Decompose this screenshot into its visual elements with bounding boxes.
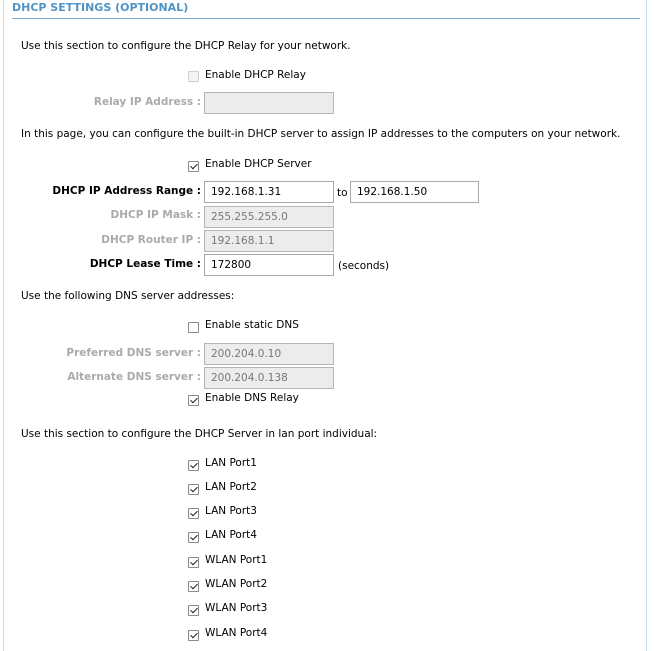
lan-port2-checkbox[interactable]	[188, 484, 199, 495]
enable-dhcp-relay-checkbox[interactable]	[188, 71, 199, 82]
preferred-dns-input[interactable]: 200.204.0.10	[204, 343, 334, 365]
alternate-dns-input[interactable]: 200.204.0.138	[204, 367, 334, 389]
ip-range-end-input[interactable]: 192.168.1.50	[350, 181, 479, 203]
wlan-port2-label: WLAN Port2	[205, 578, 268, 590]
lan-port1-label: LAN Port1	[205, 457, 257, 469]
ip-range-to-text: to	[337, 187, 348, 199]
alternate-dns-label: Alternate DNS server :	[67, 371, 201, 383]
panel-right-border	[646, 0, 647, 651]
ip-range-label: DHCP IP Address Range :	[52, 185, 201, 197]
wlan-port2-checkbox[interactable]	[188, 581, 199, 592]
preferred-dns-label: Preferred DNS server :	[66, 347, 201, 359]
lan-port3-checkbox[interactable]	[188, 508, 199, 519]
enable-dns-relay-label: Enable DNS Relay	[205, 392, 299, 404]
enable-dns-relay-checkbox[interactable]	[188, 395, 199, 406]
wlan-port4-checkbox[interactable]	[188, 630, 199, 641]
wlan-port1-label: WLAN Port1	[205, 554, 268, 566]
relay-ip-input[interactable]	[204, 92, 334, 114]
relay-intro-text: Use this section to configure the DHCP Relay for your network.	[21, 40, 351, 52]
panel-left-border	[3, 0, 4, 651]
wlan-port3-label: WLAN Port3	[205, 602, 268, 614]
router-ip-input[interactable]: 192.168.1.1	[204, 230, 334, 252]
enable-dhcp-server-checkbox[interactable]	[188, 161, 199, 172]
ip-range-start-input[interactable]: 192.168.1.31	[204, 181, 334, 203]
wlan-port1-checkbox[interactable]	[188, 557, 199, 568]
wlan-port4-label: WLAN Port4	[205, 627, 268, 639]
router-ip-label: DHCP Router IP :	[101, 234, 201, 246]
lan-port1-checkbox[interactable]	[188, 460, 199, 471]
ip-mask-label: DHCP IP Mask :	[110, 209, 201, 221]
enable-static-dns-label: Enable static DNS	[205, 319, 299, 331]
lan-port4-checkbox[interactable]	[188, 532, 199, 543]
enable-dhcp-relay-label: Enable DHCP Relay	[205, 69, 306, 81]
enable-dhcp-server-label: Enable DHCP Server	[205, 158, 312, 170]
ip-mask-input[interactable]: 255.255.255.0	[204, 206, 334, 228]
lan-port2-label: LAN Port2	[205, 481, 257, 493]
lan-port3-label: LAN Port3	[205, 505, 257, 517]
section-header	[12, 0, 640, 19]
lease-time-label: DHCP Lease Time :	[89, 258, 201, 270]
lease-time-unit: (seconds)	[338, 260, 390, 272]
relay-ip-label: Relay IP Address :	[93, 96, 201, 108]
wlan-port3-checkbox[interactable]	[188, 605, 199, 616]
lan-port4-label: LAN Port4	[205, 529, 257, 541]
server-intro-text: In this page, you can configure the built-in DHCP server to assign IP addresses to the computers on your network.	[21, 128, 621, 140]
enable-static-dns-checkbox[interactable]	[188, 322, 199, 333]
dns-intro-text: Use the following DNS server addresses:	[21, 290, 235, 302]
section-title: DHCP SETTINGS (OPTIONAL)	[12, 1, 189, 14]
lease-time-input[interactable]: 172800	[204, 254, 334, 276]
ports-intro-text: Use this section to configure the DHCP Server in lan port individual:	[21, 428, 378, 440]
